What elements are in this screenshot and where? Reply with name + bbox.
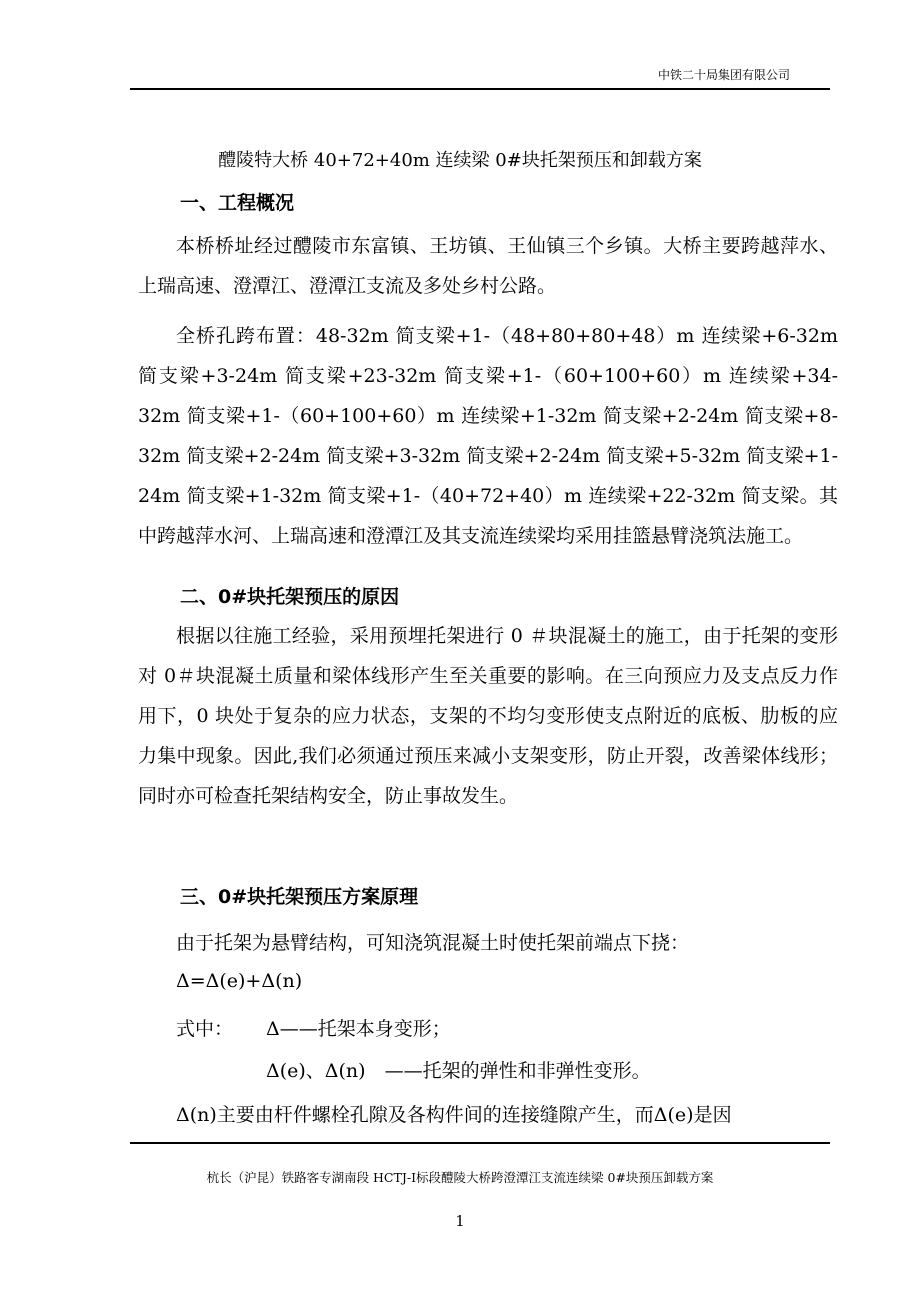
where-line-2: Δ(e)、Δ(n) ——托架的弹性和非弹性变形。 xyxy=(266,1060,651,1082)
section-1-heading: 一、工程概况 xyxy=(180,192,295,214)
footer-rule xyxy=(130,1142,830,1144)
header-company: 中铁二十局集团有限公司 xyxy=(657,68,790,82)
section-3-last-line: Δ(n)主要由杆件螺栓孔隙及各构件间的连接缝隙产生，而Δ(e)是因 xyxy=(176,1104,732,1126)
document-title: 醴陵特大桥 40+72+40m 连续梁 0#块托架预压和卸载方案 xyxy=(218,150,702,171)
footer-text: 杭长（沪昆）铁路客专湖南段 HCTJ-Ⅰ标段醴陵大桥跨澄潭江支流连续梁 0#块预压卸载方案 xyxy=(206,1170,714,1185)
formula: Δ=Δ(e)+Δ(n) xyxy=(176,970,303,992)
page-number: 1 xyxy=(455,1212,465,1230)
section-3-heading: 三、0#块托架预压方案原理 xyxy=(180,886,419,908)
header-rule xyxy=(130,88,830,90)
section-3-intro: 由于托架为悬臂结构，可知浇筑混凝土时使托架前端点下挠： xyxy=(176,932,690,954)
section-2-paragraph-1: 根据以往施工经验，采用预埋托架进行 0 ＃块混凝土的施工，由于托架的变形对 0＃块混凝土质量和梁体线形产生至关重要的影响。在三向预应力及支点反力作用下，0 块处于复杂的应力状态，支架的不均匀变形使支点附近的底板、肋板的应力集中现象。因此,我们必须通过预压来减小支架变形，防止开裂，改善梁体线形；同时亦可检查托架结构安全，防止事故发生。 xyxy=(138,625,838,807)
section-1-paragraph-1: 本桥桥址经过醴陵市东富镇、王坊镇、王仙镇三个乡镇。大桥主要跨越萍水、上瑞高速、澄潭江、澄潭江支流及多处乡村公路。 xyxy=(138,235,838,297)
section-1-paragraph-2: 全桥孔跨布置：48-32m 简支梁+1-（48+80+80+48）m 连续梁+6-32m 简支梁+3-24m 简支梁+23-32m 简支梁+1-（60+100+60）m 连续梁+34-32m 简支梁+1-（60+100+60）m 连续梁+1-32m 简支梁+2-24m 简支梁+8-32m 简支梁+2-24m 简支梁+3-32m 简支梁+2-24m 简支梁+5-32m 简支梁+1-24m 简支梁+1-32m 简支梁+1-（40+72+40）m 连续梁+22-32m 简支梁。其中跨越萍水河、上瑞高速和澄潭江及其支流连续梁均采用挂篮悬臂浇筑法施工。 xyxy=(138,325,838,547)
where-label: 式中： xyxy=(176,1018,234,1040)
section-2-heading: 二、0#块托架预压的原因 xyxy=(180,586,400,608)
where-line-1: Δ——托架本身变形； xyxy=(266,1018,451,1040)
